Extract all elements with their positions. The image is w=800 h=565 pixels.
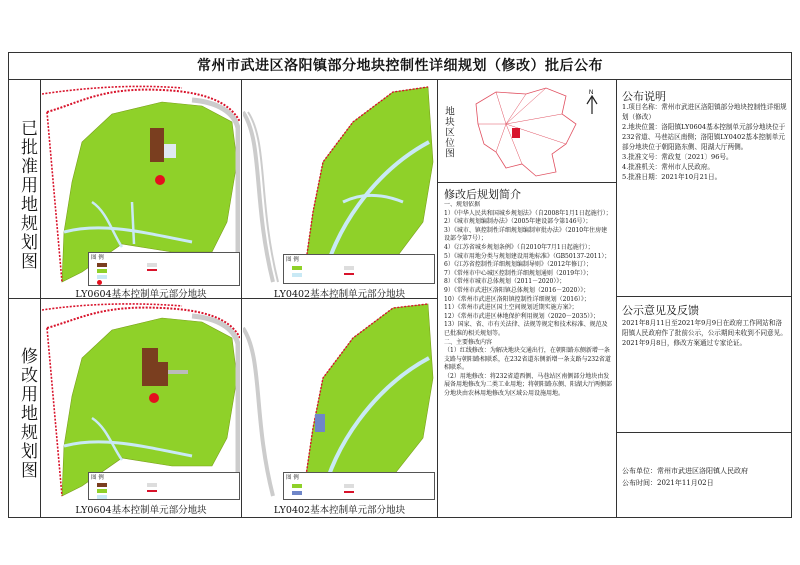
map-title-b: LY0402基本控制单元部分地块 [273, 289, 406, 300]
publisher-unit: 公布单位：常州市武进区洛阳镇人民政府 [622, 467, 748, 475]
divider-label-col [40, 80, 41, 518]
divider-location [437, 182, 616, 183]
publisher-date: 公布时间：2021年11月02日 [622, 479, 714, 487]
legend-swatch-d4 [344, 491, 354, 493]
location-map [466, 84, 614, 180]
summary-line: 5）《城市用地分类与规划建设用地标准》（GB50137-2011）； [444, 252, 611, 260]
announcement-line: 3.批准文号：常政复〔2021〕96号。 [622, 153, 733, 161]
summary-line: 12）《常州市武进区林地保护利用规划（2020－2035）》； [444, 312, 600, 320]
summary-line: 10）《常州市武进区洛阳镇控制性详细规划（2016）》； [444, 295, 590, 303]
row-label-after: 修改用地规划图 [17, 346, 37, 480]
announcement-line: 1.项目名称：常州市武进区洛阳镇部分地块控制性详细规划（修改） [622, 103, 787, 121]
legend-swatch-park [97, 269, 107, 273]
summary-line: 8）《常州市城市总体规划（2011－2020）》； [444, 278, 566, 286]
legend-swatch-d3 [344, 484, 354, 488]
divider-text-col [437, 80, 438, 518]
legend-box [88, 252, 240, 286]
legend-box-c [88, 472, 240, 500]
announcement-line: 2.地块位置：洛阳镇LY0604基本控制单元部分地块位于232省道、马巷站区南侧；洛阳镇LY0402基本控制单元部分地块位于朝阳路东侧、阳湖大厅两侧。 [622, 123, 786, 151]
map-title-d: LY0402基本控制单元部分地块 [273, 505, 406, 516]
legend-swatch-village [97, 280, 102, 285]
summary-line: 一、规划依据 [444, 201, 481, 208]
summary-line: （2）用地修改：将232省道西侧、马巷站区南侧部分地块由发展备用地修改为二类工业用地；将朝阳路东侧、阳湖大厅两侧部分地块由农林用地修改为区域公用设施用地。 [444, 372, 612, 398]
summary-title: 修改后规划简介 [444, 188, 521, 201]
map-title-c: LY0604基本控制单元部分地块 [75, 505, 207, 516]
legend-swatch-c5 [147, 490, 157, 492]
feedback-line: 2021年9月8日，修改方案通过专家论证。 [622, 339, 747, 347]
svg-text:N: N [589, 90, 594, 96]
legend-box-d [283, 472, 435, 500]
legend-swatch-boundary [147, 269, 157, 271]
legend-swatch-industry [97, 263, 107, 267]
summary-line: 二、主要修改内容 [444, 338, 493, 346]
summary-line: 9）《常州市武进区洛阳镇总体规划（2016－2020）》； [444, 286, 590, 294]
map-ly0402-before [243, 82, 436, 286]
legend-swatch-d2 [292, 491, 302, 495]
row-label-before: 已批准用地规划图 [17, 119, 37, 271]
legend-swatch-b4 [344, 273, 354, 275]
legend-title: 图 例 [91, 255, 104, 261]
feedback-title: 公示意见及反馈 [622, 304, 699, 317]
page-title: 常州市武进区洛阳镇部分地块控制性详细规划（修改）批后公布 [8, 52, 792, 80]
divider-map-col [241, 80, 242, 518]
legend-swatch-c2 [97, 489, 107, 493]
legend-swatch-b3 [344, 266, 354, 270]
summary-line: 13）国家、省、市有关法律、法规等规定和技术标准、规范及已批准的相关规划等。 [444, 321, 608, 337]
legend-swatch-d1 [292, 484, 302, 488]
legend-swatch-b2 [292, 273, 302, 277]
legend-title-b: 图 例 [286, 257, 299, 263]
divider-feedback [616, 432, 792, 433]
summary-line: 6）《江苏省控制性详细规划编制导则》（2012年修订）； [444, 261, 593, 269]
summary-line: 2）《城市规划编制办法》（2005年建设部令第146号）； [444, 218, 592, 226]
summary-line: 4）《江苏省城乡规划条例》（自2010年7月1日起施行）； [444, 243, 594, 251]
summary-body [444, 201, 612, 501]
announcement-body [622, 102, 788, 292]
legend-swatch-c4 [147, 483, 157, 487]
map-ly0604-before [42, 82, 240, 286]
legend-swatch-c3 [97, 495, 107, 499]
map-ly0402-after [243, 300, 436, 500]
legend-swatch-c1 [97, 483, 107, 487]
legend-title-c: 图 例 [91, 475, 104, 481]
summary-line: 1）《中华人民共和国城乡规划法》（自2008年1月1日起施行）； [444, 209, 612, 217]
summary-line: 11）《常州市武进区国土空间规划近期实施方案》； [444, 304, 578, 312]
legend-title-d: 图 例 [286, 475, 299, 481]
legend-swatch-water [97, 275, 107, 279]
summary-line: （1）红线修改：为解决地块交通出行，在朝阳路东侧新增一条支路与朝阳路相联系，在232省道东侧新增一条支路与232省道相联系。 [444, 347, 611, 372]
announcement-title: 公布说明 [622, 90, 666, 103]
map-ly0604-after [42, 300, 240, 500]
summary-line: 3）《城市、镇控制性详细规划编制审批办法》（2010年住房建设部令第7号）； [444, 226, 608, 243]
divider-announcement [616, 296, 792, 297]
location-label: 地块区位图 [443, 105, 454, 159]
summary-line: 7）《常州市中心城区控制性详细规划通则（2019年）》； [444, 269, 593, 277]
legend-swatch-road [147, 263, 157, 267]
divider-right-col [616, 80, 617, 518]
legend-swatch-b1 [292, 266, 302, 270]
announcement-line: 4.批准机关：常州市人民政府。 [622, 163, 715, 171]
feedback-line: 2021年8月11日至2021年9月9日在政府工作网站和洛阳镇人民政府作了批前公示，公示期间未收到不同意见。 [622, 319, 787, 337]
map-title-a: LY0604基本控制单元部分地块 [75, 289, 207, 300]
legend-box-b [283, 254, 435, 284]
feedback-body [622, 318, 788, 428]
announcement-line: 5.批准日期：2021年10月21日。 [622, 173, 722, 181]
